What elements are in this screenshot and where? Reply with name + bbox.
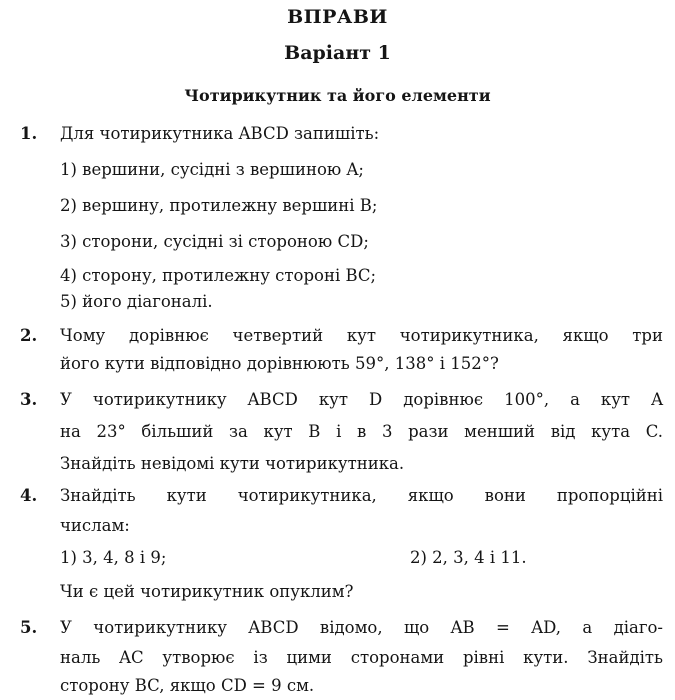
task-number: 5. [20, 618, 38, 637]
task-text-line: 4) сторону, протилежну стороні BC; [60, 266, 377, 285]
task-text-line: У чотирикутнику ABCD відомо, що AB = AD, а діаго- [60, 618, 663, 637]
task-text-line: наль AC утворює із цими сторонами рівні кути. Знайдіть [60, 648, 663, 667]
task-text-line: 1) вершини, сусідні з вершиною A; [60, 160, 364, 179]
task-text-line: 2) вершину, протилежну вершині B; [60, 196, 378, 215]
task-text-line: Знайдіть невідомі кути чотирикутника. [60, 454, 405, 473]
option-1: 1) 3, 4, 8 і 9; [60, 548, 167, 567]
task-options-line [60, 546, 663, 570]
task-number: 4. [20, 486, 38, 505]
task-question: Чи є цей чотирикутник опуклим? [60, 582, 354, 601]
task-text-line: його кути відповідно дорівнюють 59°, 138° і 152°? [60, 354, 499, 373]
task-text-line: на 23° більший за кут B і в 3 рази менший від кута C. [60, 422, 663, 441]
variant-heading: Варіант 1 [284, 42, 391, 64]
task-number: 1. [20, 124, 38, 143]
topic-heading: Чотирикутник та його елементи [184, 86, 491, 105]
task-text-line: Чому дорівнює четвертий кут чотирикутника, якщо три [60, 326, 663, 345]
task-text-line: 5) його діагоналі. [60, 292, 213, 311]
option-2: 2) 2, 3, 4 і 11. [410, 548, 527, 567]
task-text-line: 3) сторони, сусідні зі стороною CD; [60, 232, 369, 251]
task-text-line: числам: [60, 516, 130, 535]
task-text-line: сторону BC, якщо CD = 9 см. [60, 676, 315, 695]
task-text-line: Для чотирикутника ABCD запишіть: [60, 124, 380, 143]
task-number: 2. [20, 326, 38, 345]
task-number: 3. [20, 390, 38, 409]
page-title: ВПРАВИ [287, 6, 388, 28]
task-text-line: Знайдіть кути чотирикутника, якщо вони пропорційні [60, 486, 663, 505]
task-text-line: У чотирикутнику ABCD кут D дорівнює 100°, а кут A [60, 390, 663, 409]
